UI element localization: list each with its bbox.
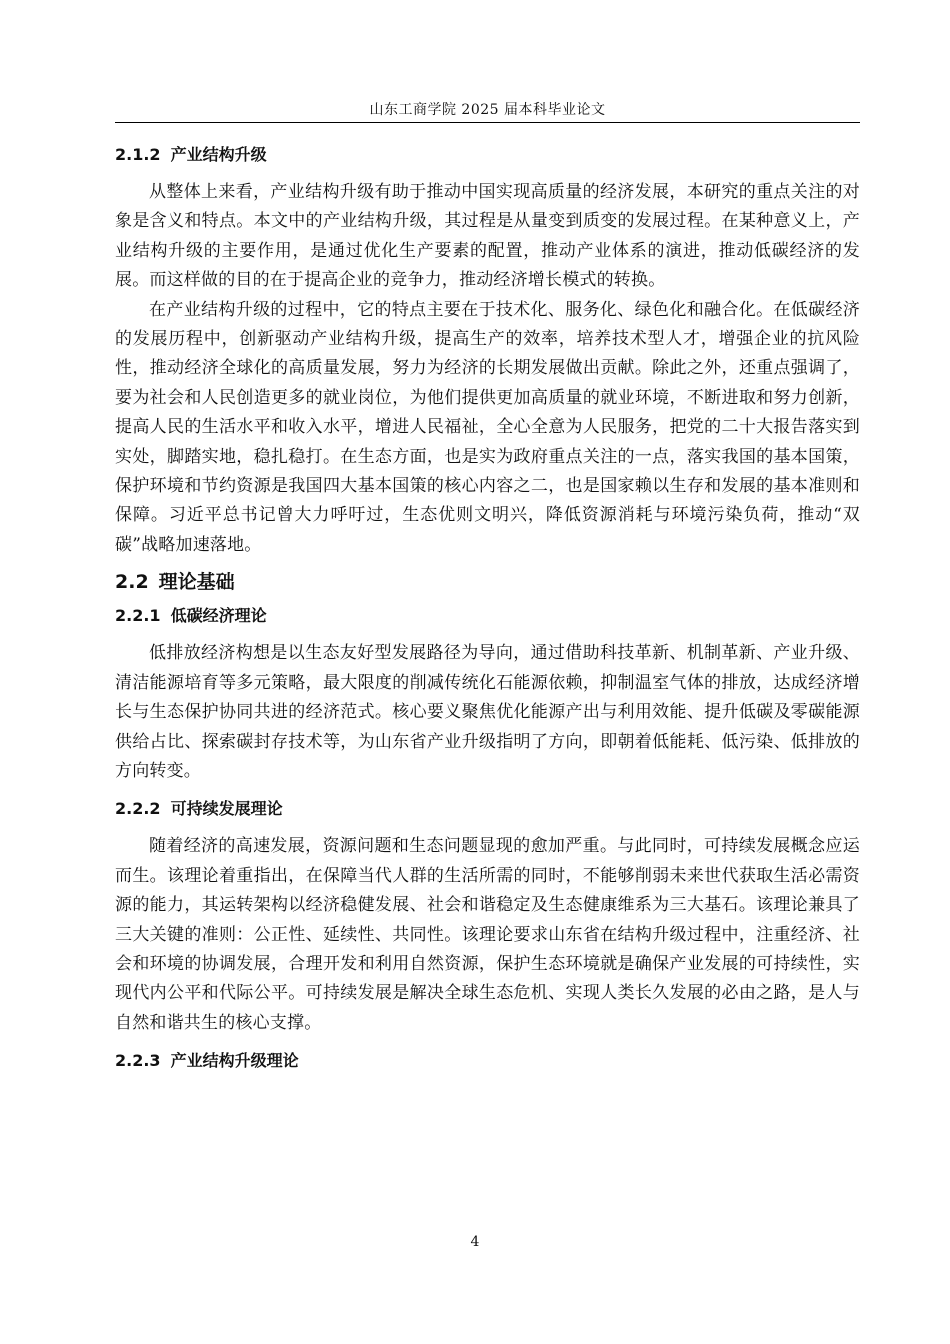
paragraph: 随着经济的高速发展，资源问题和生态问题显现的愈加严重。与此同时，可持续发展概念应运而生。该理论着重指出，在保障当代人群的生活所需的同时，不能够削弱未来世代获取生活必需资源的能力，其运转架构以经济稳健发展、社会和谐稳定及生态健康维系为三大基石。该理论兼具了三大关键的准则：公正性、延续性、共同性。该理论要求山东省在结构升级过程中，注重经济、社会和环境的协调发展，合理开发和利用自然资源，保护生态环境就是确保产业发展的可持续性，实现代内公平和代际公平。可持续发展是解决全球生态危机、实现人类长久发展的必由之路，是人与自然和谐共生的核心支撑。: [115, 836, 860, 1033]
section-title: 产业结构升级理论: [170, 1051, 299, 1071]
section-number: 2.2.2: [115, 799, 161, 819]
section-heading-2-2-1: [115, 601, 860, 631]
paragraph: 低排放经济构想是以生态友好型发展路径为导向，通过借助科技革新、机制革新、产业升级、清洁能源培育等多元策略，最大限度的削减传统化石能源依赖，抑制温室气体的排放，达成经济增长与生态保护协同共进的经济范式。核心要义聚焦优化能源产出与利用效能、提升低碳及零碳能源供给占比、探索碳封存技术等，为山东省产业升级指明了方向，即朝着低能耗、低污染、低排放的方向转变。: [115, 643, 860, 781]
section-heading-2-2: [115, 565, 860, 599]
paragraph: 从整体上来看，产业结构升级有助于推动中国实现高质量的经济发展，本研究的重点关注的对象是含义和特点。本文中的产业结构升级，其过程是从量变到质变的发展过程。在某种意义上，产业结构升级的主要作用，是通过优化生产要素的配置，推动产业体系的演进，推动低碳经济的发展。而这样做的目的在于提高企业的竞争力，推动经济增长模式的转换。: [115, 182, 860, 291]
section-heading-2-2-2: [115, 794, 860, 824]
section-heading-2-2-3: [115, 1046, 860, 1076]
running-header: 山东工商学院 2025 届本科毕业论文: [369, 102, 606, 118]
page-number: 4: [470, 1234, 480, 1250]
header-rule: [115, 122, 860, 123]
section-number: 2.2.1: [115, 606, 161, 626]
section-title: 低碳经济理论: [170, 606, 267, 626]
page-body: [115, 138, 860, 1076]
section-title: 理论基础: [158, 571, 235, 594]
section-title: 可持续发展理论: [170, 799, 283, 819]
section-number: 2.2: [115, 571, 149, 594]
section-number: 2.2.3: [115, 1051, 161, 1071]
section-title: 产业结构升级: [170, 145, 267, 164]
section-heading-2-1-2: [115, 140, 860, 170]
section-number: 2.1.2: [115, 145, 161, 164]
paragraph: 在产业结构升级的过程中，它的特点主要在于技术化、服务化、绿色化和融合化。在低碳经济的发展历程中，创新驱动产业结构升级，提高生产的效率，培养技术型人才，增强企业的抗风险性，推动经济全球化的高质量发展，努力为经济的长期发展做出贡献。除此之外，还重点强调了，要为社会和人民创造更多的就业岗位，为他们提供更加高质量的就业环境，不断进取和努力创新，提高人民的生活水平和收入水平，增进人民福祉，全心全意为人民服务，把党的二十大报告落实到实处，脚踏实地，稳扎稳打。在生态方面，也是实为政府重点关注的一点，落实我国的基本国策，保护环境和节约资源是我国四大基本国策的核心内容之二，也是国家赖以生存和发展的基本准则和保障。习近平总书记曾大力呼吁过，生态优则文明兴，降低资源消耗与环境污染负荷，推动“双碳”战略加速落地。: [115, 299, 860, 555]
